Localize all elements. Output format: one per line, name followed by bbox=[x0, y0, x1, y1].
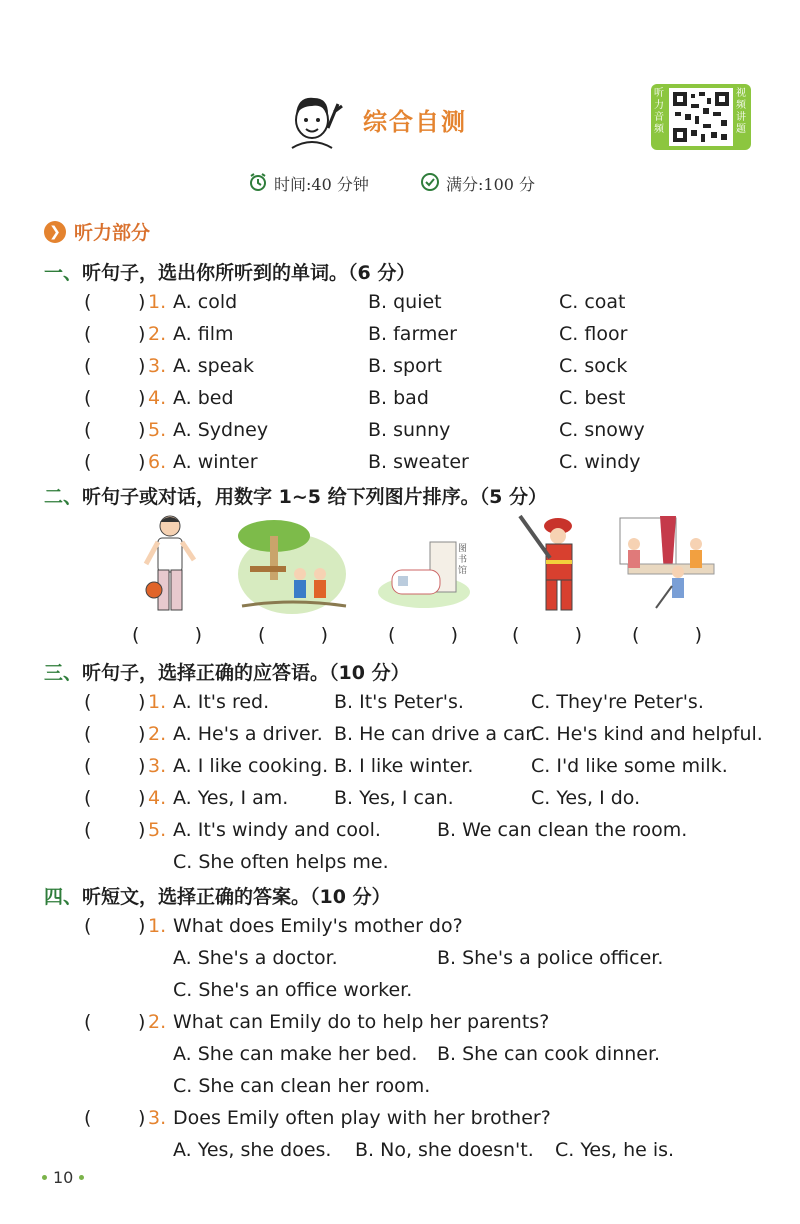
option-b: B. It's Peter's. bbox=[334, 691, 464, 713]
option-b: B. We can clean the room. bbox=[437, 819, 688, 841]
time-limit: 时间:40 分钟 bbox=[274, 175, 369, 194]
option-a: A. film bbox=[173, 323, 234, 345]
option-b: B. No, she doesn't. bbox=[355, 1139, 534, 1161]
answer-paren-close[interactable]: ) bbox=[138, 387, 146, 409]
order-blank[interactable]: ( ) bbox=[512, 624, 582, 646]
question-number: 2. bbox=[148, 323, 167, 345]
answer-paren-close[interactable]: ) bbox=[138, 355, 146, 377]
option-c: C. She often helps me. bbox=[173, 851, 389, 873]
answer-paren-close[interactable]: ) bbox=[138, 291, 146, 313]
option-b: B. She can cook dinner. bbox=[437, 1043, 661, 1065]
question-number: 4. bbox=[148, 387, 167, 409]
question-number: 2. bbox=[148, 723, 167, 745]
answer-paren-open[interactable]: ( bbox=[84, 291, 92, 313]
option-b: B. bad bbox=[368, 387, 429, 409]
option-a: A. It's red. bbox=[173, 691, 270, 713]
answer-paren-open[interactable]: ( bbox=[84, 355, 92, 377]
question-text: What does Emily's mother do? bbox=[173, 915, 463, 937]
answer-paren-close[interactable]: ) bbox=[138, 419, 146, 441]
option-b: B. sweater bbox=[368, 451, 469, 473]
clock-icon bbox=[248, 172, 268, 196]
option-c: C. She's an office worker. bbox=[173, 979, 413, 1001]
question-number: 3. bbox=[148, 355, 167, 377]
question-number: 6. bbox=[148, 451, 167, 473]
option-a: A. Yes, she does. bbox=[173, 1139, 332, 1161]
page-number-text: 10 bbox=[53, 1168, 74, 1187]
option-b: B. Yes, I can. bbox=[334, 787, 454, 809]
check-circle-icon bbox=[420, 172, 440, 196]
question-number: 3. bbox=[148, 755, 167, 777]
part-heading: 一、听句子，选出你所听到的单词。（6 分） bbox=[44, 262, 416, 284]
qr-label-video: 视频讲题 bbox=[736, 88, 746, 135]
question-number: 5. bbox=[148, 819, 167, 841]
option-a: A. Yes, I am. bbox=[173, 787, 289, 809]
option-b: B. He can drive a car. bbox=[334, 723, 538, 745]
part-heading: 三、听句子，选择正确的应答语。（10 分） bbox=[44, 662, 410, 684]
answer-paren-close[interactable]: ) bbox=[138, 915, 146, 937]
option-c: C. best bbox=[559, 387, 626, 409]
option-a: A. Sydney bbox=[173, 419, 269, 441]
answer-paren-close[interactable]: ) bbox=[138, 691, 146, 713]
option-a: A. She can make her bed. bbox=[173, 1043, 418, 1065]
total-score: 满分:100 分 bbox=[446, 175, 536, 194]
option-a: A. She's a doctor. bbox=[173, 947, 338, 969]
part-heading: 四、听短文，选择正确的答案。（10 分） bbox=[44, 886, 391, 908]
option-c: C. windy bbox=[559, 451, 641, 473]
answer-paren-close[interactable]: ) bbox=[138, 1107, 146, 1129]
option-b: B. sport bbox=[368, 355, 442, 377]
answer-paren-close[interactable]: ) bbox=[138, 1011, 146, 1033]
dot-icon bbox=[79, 1175, 84, 1180]
order-blank[interactable]: ( ) bbox=[258, 624, 328, 646]
park-children-icon bbox=[236, 514, 348, 618]
section-title bbox=[44, 218, 150, 245]
option-b: B. sunny bbox=[368, 419, 451, 441]
option-a: A. I like cooking. bbox=[173, 755, 329, 777]
option-a: A. speak bbox=[173, 355, 255, 377]
option-c: C. She can clean her room. bbox=[173, 1075, 431, 1097]
basketball-boy-icon bbox=[128, 514, 214, 618]
question-number: 4. bbox=[148, 787, 167, 809]
answer-paren-open[interactable]: ( bbox=[84, 819, 92, 841]
option-b: B. farmer bbox=[368, 323, 457, 345]
option-a: A. He's a driver. bbox=[173, 723, 323, 745]
option-c: C. floor bbox=[559, 323, 628, 345]
answer-paren-open[interactable]: ( bbox=[84, 1011, 92, 1033]
order-blank[interactable]: ( ) bbox=[132, 624, 202, 646]
answer-paren-close[interactable]: ) bbox=[138, 451, 146, 473]
option-a: A. It's windy and cool. bbox=[173, 819, 381, 841]
question-text: Does Emily often play with her brother? bbox=[173, 1107, 551, 1129]
answer-paren-open[interactable]: ( bbox=[84, 323, 92, 345]
option-c: C. snowy bbox=[559, 419, 645, 441]
question-number: 1. bbox=[148, 691, 167, 713]
option-c: C. coat bbox=[559, 291, 626, 313]
answer-paren-open[interactable]: ( bbox=[84, 691, 92, 713]
question-number: 3. bbox=[148, 1107, 167, 1129]
question-number: 1. bbox=[148, 291, 167, 313]
mascot-boy-icon bbox=[282, 82, 352, 152]
option-c: C. Yes, I do. bbox=[531, 787, 641, 809]
qr-label-audio: 听力音频 bbox=[654, 88, 664, 135]
order-blank[interactable]: ( ) bbox=[632, 624, 702, 646]
answer-paren-close[interactable]: ) bbox=[138, 787, 146, 809]
cleaning-room-icon bbox=[616, 514, 716, 618]
arrow-right-icon: ❯ bbox=[44, 221, 66, 243]
option-a: A. bed bbox=[173, 387, 234, 409]
answer-paren-open[interactable]: ( bbox=[84, 723, 92, 745]
answer-paren-open[interactable]: ( bbox=[84, 787, 92, 809]
option-a: A. cold bbox=[173, 291, 238, 313]
option-c: C. I'd like some milk. bbox=[531, 755, 728, 777]
answer-paren-open[interactable]: ( bbox=[84, 755, 92, 777]
part-heading: 二、听句子或对话，用数字 1~5 给下列图片排序。（5 分） bbox=[44, 486, 547, 508]
option-c: C. Yes, he is. bbox=[555, 1139, 675, 1161]
option-c: C. He's kind and helpful. bbox=[531, 723, 763, 745]
answer-paren-open[interactable]: ( bbox=[84, 419, 92, 441]
question-text: What can Emily do to help her parents? bbox=[173, 1011, 550, 1033]
option-b: B. quiet bbox=[368, 291, 442, 313]
order-blank[interactable]: ( ) bbox=[388, 624, 458, 646]
page-title: 综合自测 bbox=[363, 108, 467, 136]
option-c: C. They're Peter's. bbox=[531, 691, 704, 713]
dot-icon bbox=[42, 1175, 47, 1180]
answer-paren-open[interactable]: ( bbox=[84, 1107, 92, 1129]
option-c: C. sock bbox=[559, 355, 628, 377]
question-number: 2. bbox=[148, 1011, 167, 1033]
option-a: A. winter bbox=[173, 451, 258, 473]
option-b: B. I like winter. bbox=[334, 755, 474, 777]
question-number: 5. bbox=[148, 419, 167, 441]
answer-paren-open[interactable]: ( bbox=[84, 451, 92, 473]
answer-paren-close[interactable]: ) bbox=[138, 819, 146, 841]
answer-paren-close[interactable]: ) bbox=[138, 755, 146, 777]
question-number: 1. bbox=[148, 915, 167, 937]
firefighter-icon bbox=[516, 514, 586, 618]
answer-paren-close[interactable]: ) bbox=[138, 323, 146, 345]
section-title-text: 听力部分 bbox=[74, 222, 151, 244]
option-b: B. She's a police officer. bbox=[437, 947, 664, 969]
page-number bbox=[42, 1168, 84, 1187]
library-sign: 图书馆 bbox=[458, 544, 468, 576]
answer-paren-open[interactable]: ( bbox=[84, 915, 92, 937]
answer-paren-close[interactable]: ) bbox=[138, 723, 146, 745]
answer-paren-open[interactable]: ( bbox=[84, 387, 92, 409]
